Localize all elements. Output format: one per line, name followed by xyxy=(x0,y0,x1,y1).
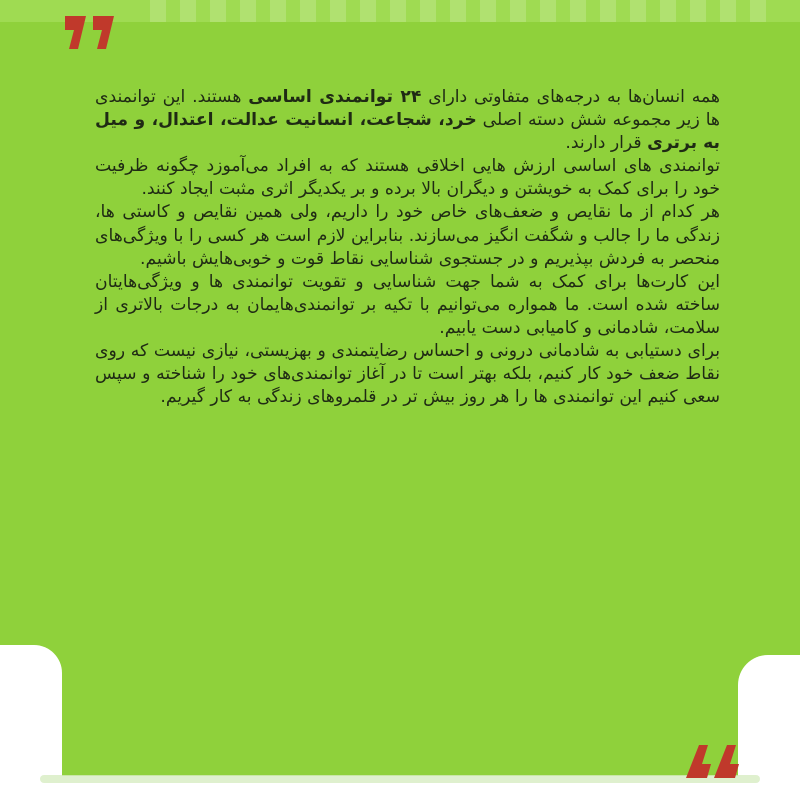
paragraph-strengths-intro xyxy=(95,86,720,155)
close-quote-icon xyxy=(683,742,743,782)
open-quote-icon xyxy=(62,12,122,52)
paragraph-1-bold-b: خرد، شجاعت، انسانیت عدالت، اعتدال، و میل به برتری xyxy=(95,110,720,154)
top-stripes-decoration xyxy=(150,0,770,22)
open-quote-right-mark xyxy=(93,16,114,49)
paragraph-1-text-b: هستند. این توانمندی ها زیر مجموعه شش دسته اصلی xyxy=(95,87,720,131)
paragraph-1-bold-a: ۲۴ توانمندی اساسی xyxy=(248,87,422,107)
close-quote-left-mark xyxy=(686,745,711,778)
open-quote-left-mark xyxy=(65,16,86,49)
body-text xyxy=(95,86,720,409)
bottom-shadow xyxy=(40,775,760,783)
paragraph-1-text-c: قرار دارند. xyxy=(565,133,648,154)
paragraph-cards-purpose: این کارت‌ها برای کمک به شما جهت شناسایی و تقویت توانمندی ها و ویژگی‌هایتان ساخته شده است. ما همواره می‌توانیم با تکیه بر توانمندی‌هایمان به درجات بالاتری از سلامت، شادمانی و کامیابی دست یابیم. xyxy=(95,271,720,338)
paragraph-weaknesses: هر کدام از ما نقایص و ضعف‌های خاص خود را داریم، ولی همین نقایص و کاستی ها، زندگی ما را جالب و شگفت انگیز می‌سازند. بنابراین لازم است هر کسی را با ویژگی‌های منحصر به فردش بپذیریم و در جستجوی شناسایی نقاط قوت و خوبی‌هایش باشیم. xyxy=(95,202,720,269)
close-quote-right-mark xyxy=(714,745,739,778)
paragraph-moral-values: توانمندی های اساسی ارزش هایی اخلاقی هستند که به افراد می‌آموزد چگونه ظرفیت خود را برای کمک به خویشتن و دیگران بالا برده و بر یکدیگر اثری مثبت ایجاد کنند. xyxy=(95,156,720,200)
paragraph-happiness: برای دستیابی به شادمانی درونی و احساس رضایتمندی و بهزیستی، نیازی نیست که روی نقاط ضعف خود کار کنیم، بلکه بهتر است تا در آغاز توانمندی‌های خود را شناخته و سپس سعی کنیم این توانمندی ها را هر روز بیش تر در قلمروهای زندگی به کار گیریم. xyxy=(95,341,720,408)
paragraph-1-text-a: همه انسان‌ها به درجه‌های متفاوتی دارای xyxy=(421,87,720,107)
